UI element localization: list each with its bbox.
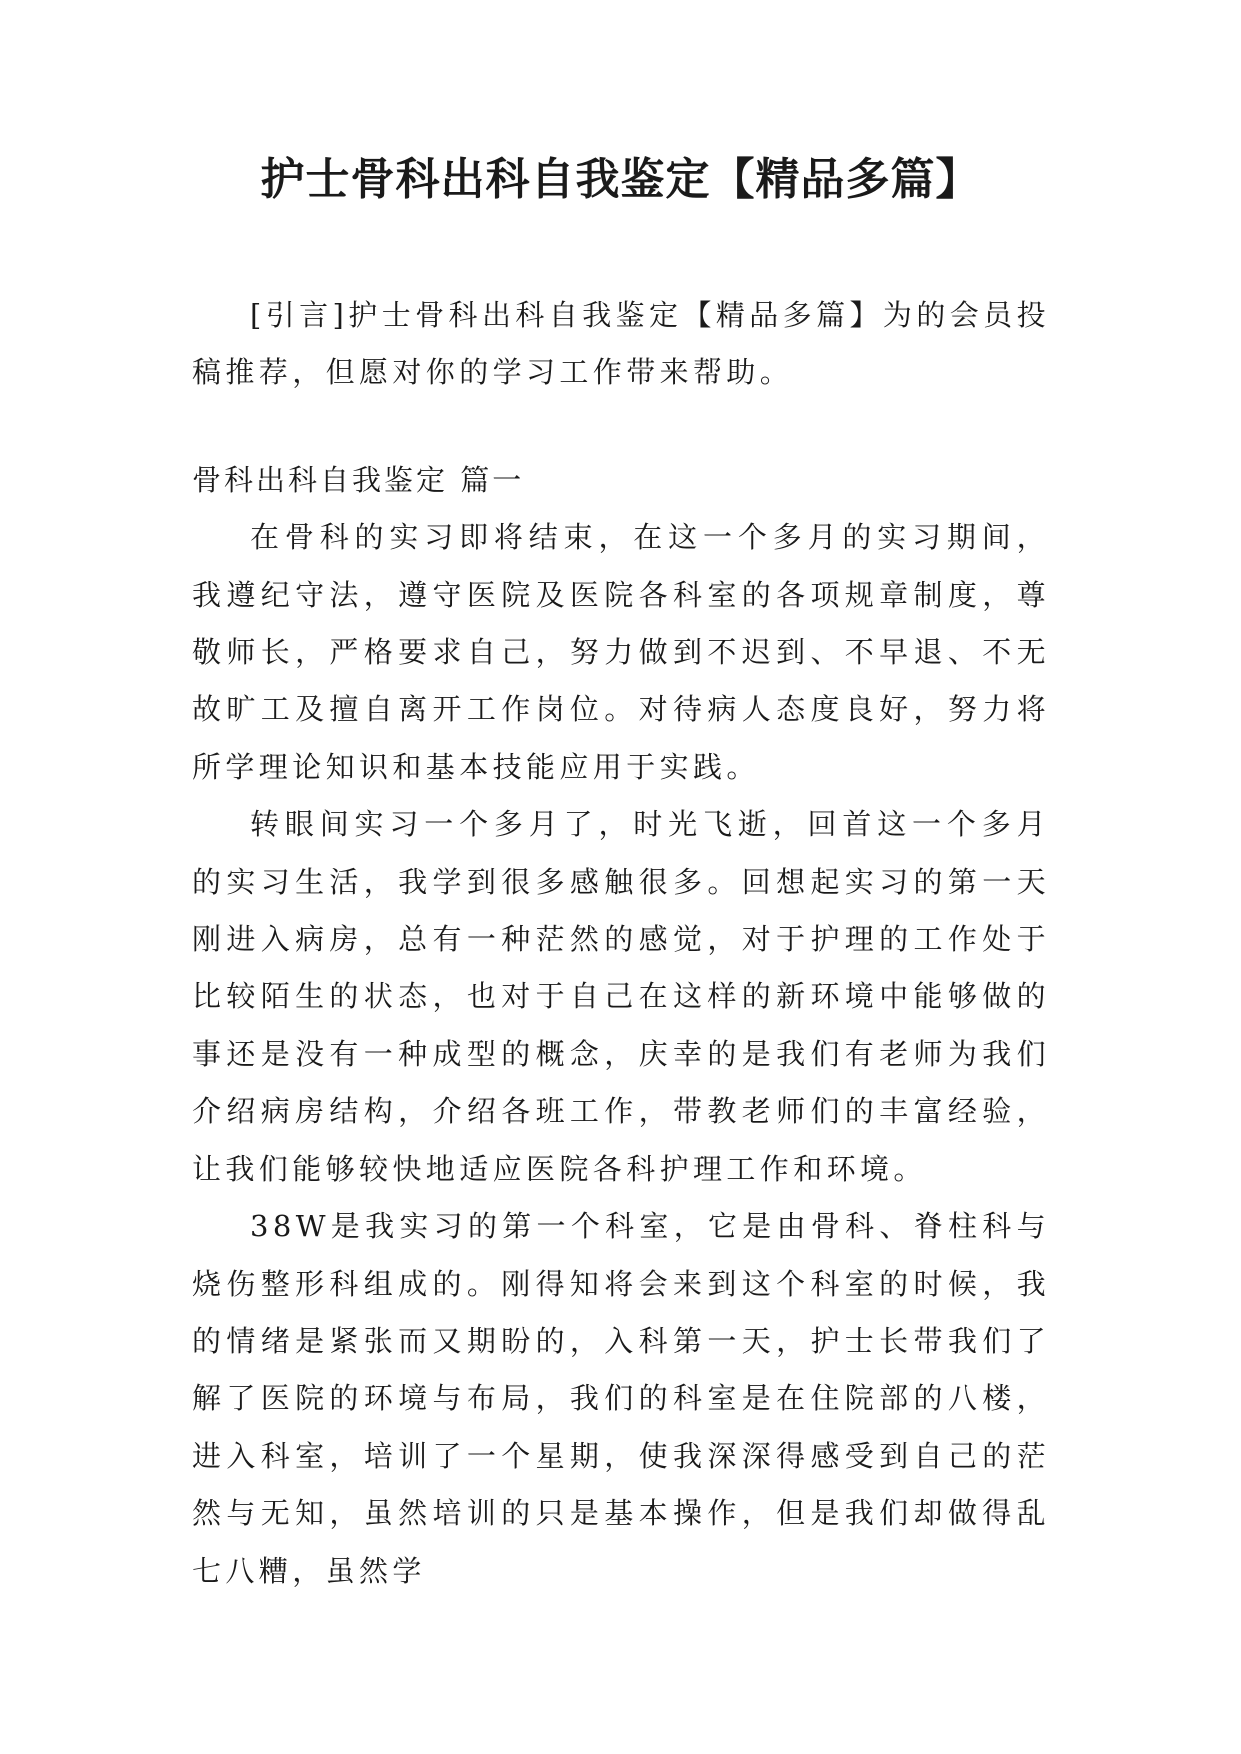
body-paragraph: 转眼间实习一个多月了，时光飞逝，回首这一个多月的实习生活，我学到很多感触很多。回想起实习的第一天刚进入病房，总有一种茫然的感觉，对于护理的工作处于比较陌生的状态，也对于自己在这样的新环境中能够做的事还是没有一种成型的概念，庆幸的是我们有老师为我们介绍病房结构，介绍各班工作，带教老师们的丰富经验，让我们能够较快地适应医院各科护理工作和环境。 [192,807,1050,1186]
document-body [192,287,1050,1600]
section-heading: 骨科出科自我鉴定 篇一 [192,462,525,497]
document-title: 护士骨科出科自我鉴定【精品多篇】 [260,154,981,205]
body-paragraph: 在骨科的实习即将结束，在这一个多月的实习期间，我遵纪守法，遵守医院及医院各科室的各项规章制度，尊敬师长，严格要求自己，努力做到不迟到、不早退、不无故旷工及擅自离开工作岗位。对待病人态度良好，努力将所学理论知识和基本技能应用于实践。 [192,520,1050,784]
intro-paragraph: [引言]护士骨科出科自我鉴定【精品多篇】为的会员投稿推荐，但愿对你的学习工作带来帮助。 [192,298,1050,390]
body-paragraph: 38W是我实习的第一个科室，它是由骨科、脊柱科与烧伤整形科组成的。刚得知将会来到这个科室的时候，我的情绪是紧张而又期盼的，入科第一天，护士长带我们了解了医院的环境与布局，我们的科室是在住院部的八楼，进入科室，培训了一个星期，使我深深得感受到自己的茫然与无知，虽然培训的只是基本操作，但是我们却做得乱七八糟，虽然学 [192,1209,1050,1588]
